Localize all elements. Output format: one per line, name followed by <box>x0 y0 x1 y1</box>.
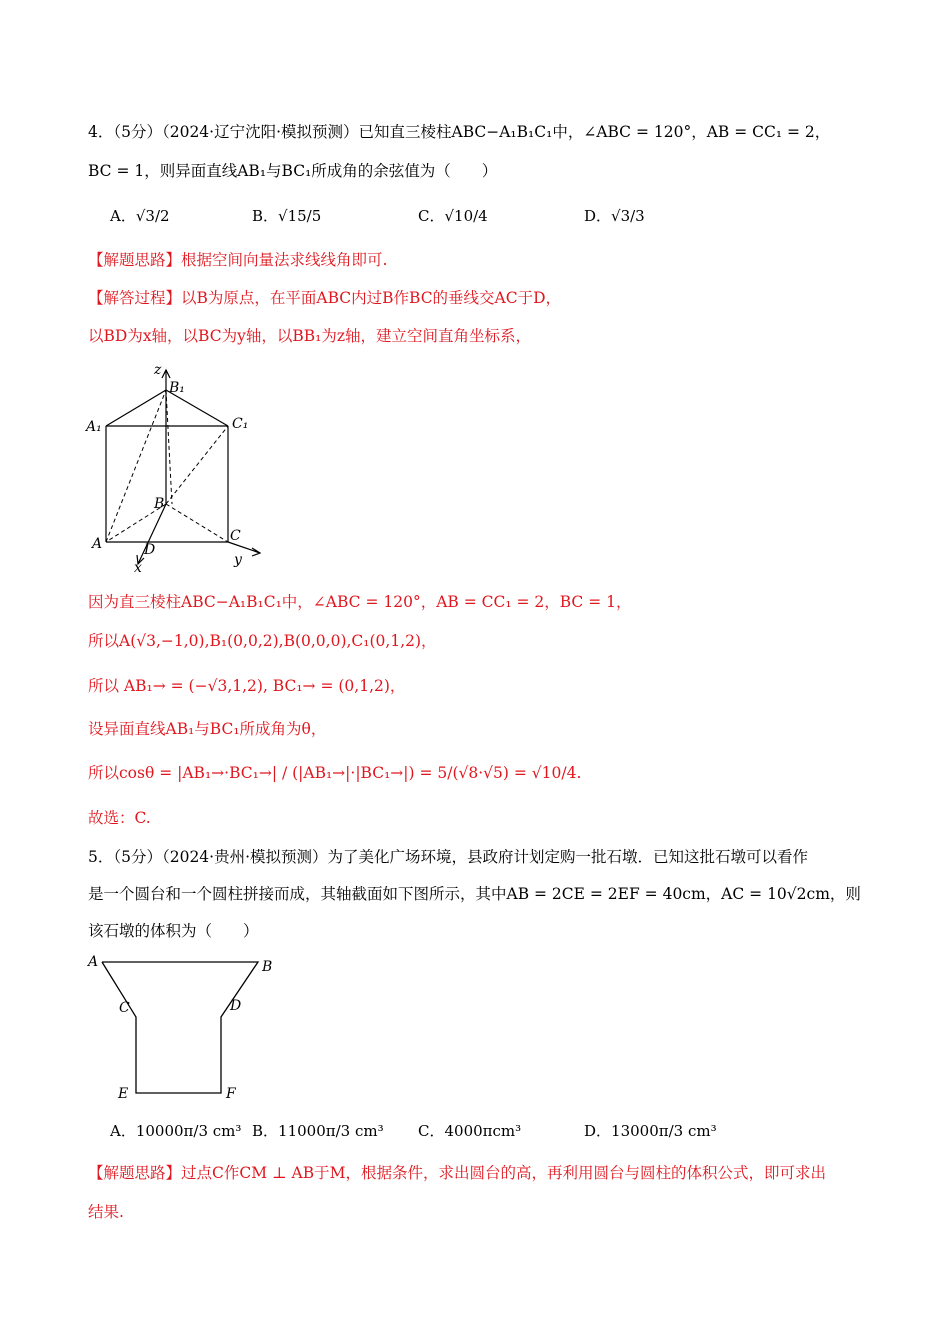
label-x: x <box>134 560 142 576</box>
edge-a1-b1 <box>106 390 166 426</box>
label-b1: B₁ <box>169 380 185 396</box>
label-c: C <box>230 528 241 544</box>
dashed-b-c1 <box>166 426 228 504</box>
label-z: z <box>154 362 162 378</box>
option-value: 13000π/3 cm³ <box>611 1122 717 1140</box>
q4-solution-line1: 因为直三棱柱ABC−A₁B₁C₁中，∠ABC = 120°，AB = CC₁ = 2，BC = 1， <box>88 593 632 611</box>
option-label: A． <box>110 207 136 225</box>
q4-solution-line5: 所以cosθ = |AB₁→·BC₁→| / (|AB₁→|·|BC₁→|) = 5/(√8·√5) = √10/4. <box>88 764 582 782</box>
option-label: C． <box>418 207 445 225</box>
option-value: √10/4 <box>444 207 488 225</box>
prism-figure <box>80 358 280 578</box>
q4-solution-line4: 设异面直线AB₁与BC₁所成角为θ， <box>88 720 327 738</box>
option-value: √15/5 <box>278 207 322 225</box>
label-d: D <box>230 998 242 1014</box>
label-a: A <box>92 536 103 552</box>
q4-solution-line2: 所以A(√3,−1,0),B₁(0,0,2),B(0,0,0),C₁(0,1,2)， <box>88 632 437 650</box>
q5-stem-line3: 该石墩的体积为（ ） <box>88 922 259 940</box>
label-b: B <box>154 496 165 512</box>
dashed-b1-b <box>166 390 172 504</box>
axial-section-figure <box>84 950 284 1105</box>
option-label: A． <box>110 1122 136 1140</box>
label-f: F <box>226 1086 236 1102</box>
q5-solution-idea-line1: 【解题思路】过点C作CM ⊥ AB于M，根据条件，求出圆台的高，再利用圆台与圆柱的体积公式，即可求出 <box>88 1164 826 1182</box>
q4-stem-line2: BC = 1，则异面直线AB₁与BC₁所成角的余弦值为（ ） <box>88 162 498 180</box>
option-value: √3/2 <box>135 207 170 225</box>
option-value: 4000πcm³ <box>444 1122 522 1140</box>
dashed-b-c <box>166 504 228 542</box>
label-c1: C₁ <box>232 416 249 432</box>
label-d: D <box>144 542 156 558</box>
q5-option-a <box>110 1120 241 1142</box>
q5-option-c <box>418 1120 521 1142</box>
option-value: √3/3 <box>611 207 645 225</box>
option-label: C． <box>418 1122 445 1140</box>
label-e: E <box>118 1086 129 1102</box>
section-outline <box>102 962 258 1093</box>
q5-option-b <box>252 1120 384 1142</box>
option-label: B． <box>252 1122 279 1140</box>
option-label: B． <box>252 207 279 225</box>
q4-process-line2: 以BD为x轴，以BC为y轴，以BB₁为z轴，建立空间直角坐标系， <box>88 327 532 345</box>
q5-stem-line1: 5．（5分）（2024·贵州·模拟预测）为了美化广场环境，县政府计划定购一批石墩．已知这批石墩可以看作 <box>88 848 809 866</box>
option-label: D． <box>584 1122 612 1140</box>
dashed-a-b1 <box>106 390 166 542</box>
q4-solution-idea: 【解题思路】根据空间向量法求线线角即可. <box>88 251 388 269</box>
q4-stem-line1: 4．（5分）（2024·辽宁沈阳·模拟预测）已知直三棱柱ABC−A₁B₁C₁中，∠ABC = 120°，AB = CC₁ = 2， <box>88 123 831 141</box>
label-y: y <box>234 552 242 568</box>
q4-answer: 故选：C. <box>88 809 151 827</box>
q4-option-a <box>110 205 170 227</box>
option-value: 11000π/3 cm³ <box>278 1122 384 1140</box>
label-b: B <box>262 959 273 975</box>
q5-solution-idea-line2: 结果. <box>88 1203 124 1221</box>
label-c: C <box>119 1000 130 1016</box>
option-value: 10000π/3 cm³ <box>135 1122 242 1140</box>
q4-option-c <box>418 205 488 227</box>
q4-option-b <box>252 205 321 227</box>
option-label: D． <box>584 207 612 225</box>
q4-process-line1: 【解答过程】以B为原点，在平面ABC内过B作BC的垂线交AC于D， <box>88 289 562 307</box>
q5-option-d <box>584 1120 717 1142</box>
q4-solution-line3: 所以 AB₁→ = (−√3,1,2), BC₁→ = (0,1,2)， <box>88 677 406 695</box>
q4-option-d <box>584 205 645 227</box>
label-a1: A₁ <box>86 419 102 435</box>
label-a: A <box>88 954 99 970</box>
q5-stem-line2: 是一个圆台和一个圆柱拼接而成，其轴截面如下图所示，其中AB = 2CE = 2EF = 40cm，AC = 10√2cm，则 <box>88 885 861 903</box>
